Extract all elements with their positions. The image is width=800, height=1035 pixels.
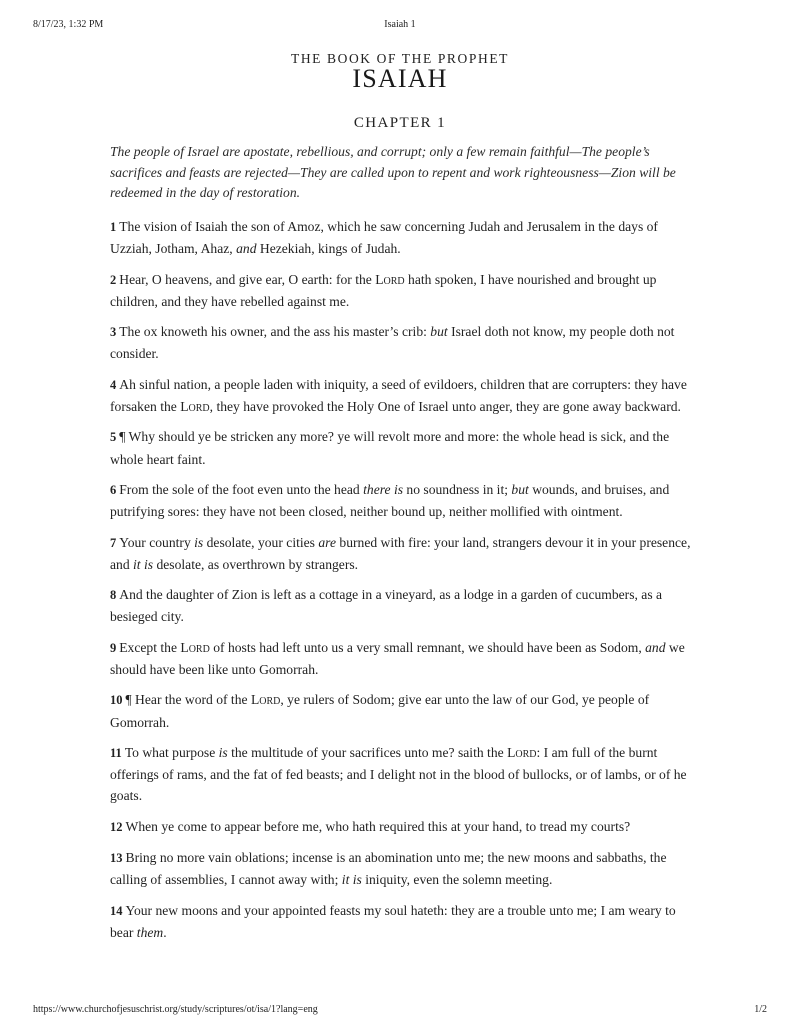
verse-text: Israel doth not know, my people doth not consider. xyxy=(110,324,675,362)
verse-text: iniquity, even the solemn meeting. xyxy=(361,872,553,888)
verse-text: ¶ Why should ye be stricken any more? ye will revolt more and more: the whole head is sick, and the whole heart faint. xyxy=(110,429,670,467)
verse-number: 8 xyxy=(110,588,117,603)
italic-text: and xyxy=(236,241,257,257)
italic-text: but xyxy=(511,481,529,497)
verse-text: of hosts had left unto us a very small remnant, we should have been as Sodom, xyxy=(209,639,646,655)
verse-14 xyxy=(110,900,694,943)
verse-text: Your country xyxy=(119,534,195,550)
verse-number: 7 xyxy=(110,535,117,550)
verse-text: desolate, as overthrown by strangers. xyxy=(153,556,359,572)
verse-number: 6 xyxy=(110,482,117,497)
verse-number: 1 xyxy=(110,220,117,234)
italic-text: is xyxy=(194,534,204,550)
verse-text: the multitude of your sacrifices unto me? saith the xyxy=(227,744,508,760)
verse-3 xyxy=(110,321,694,364)
verse-text: When ye come to appear before me, who hath required this at your hand, to tread my courts? xyxy=(125,818,631,834)
verse-text: From the sole of the foot even unto the head xyxy=(119,481,364,497)
verse-text: no soundness in it; xyxy=(403,481,512,497)
verse-text: ¶ Hear the word of the xyxy=(125,692,251,708)
verse-number: 5 xyxy=(110,430,117,445)
page-url: https://www.churchofjesuschrist.org/study/scriptures/ot/isa/1?lang=eng xyxy=(33,1004,318,1015)
verse-text: , they have provoked the Holy One of Israel unto anger, they are gone away backward. xyxy=(209,398,681,414)
italic-text: it is xyxy=(341,872,362,888)
verse-5 xyxy=(110,426,694,469)
verse-number: 3 xyxy=(110,325,117,340)
verse-text: : I am full of the burnt offerings of rams, and the fat of fed beasts; and I delight not in the blood of bullocks, or of lambs, or of he goats. xyxy=(110,744,687,804)
verse-text: Ah sinful nation, a people laden with iniquity, a seed of evildoers, children that are corrupters: they have forsaken the xyxy=(110,376,687,414)
verse-text: Hear, O heavens, and give ear, O earth: for the xyxy=(119,271,376,287)
small-caps-lord: Lord xyxy=(180,639,210,655)
verse-text: Except the xyxy=(119,639,181,655)
book-subtitle: THE BOOK OF THE PROPHET xyxy=(290,51,510,66)
verse-6 xyxy=(110,479,694,522)
verse-number: 14 xyxy=(110,903,123,918)
verse-text: Bring no more vain oblations; incense is an abomination unto me; the new moons and sabbaths, the calling of assemblies, I cannot away with; xyxy=(110,850,667,888)
chapter-summary: The people of Israel are apostate, rebellious, and corrupt; only a few remain faithful—The people’s sacrifices and feasts are rejected—They are called upon to repent and work righteousness—Zion will be redeemed in the day of restoration. xyxy=(110,144,676,201)
verse-number: 10 xyxy=(110,693,123,708)
italic-text: and xyxy=(645,639,666,655)
verse-list xyxy=(110,216,694,952)
verse-11 xyxy=(110,742,694,807)
verse-text: hath spoken, I have nourished and brought up children, and they have rebelled against me. xyxy=(110,271,657,309)
verse-number: 9 xyxy=(110,640,117,655)
print-footer xyxy=(33,1004,767,1018)
verse-number: 11 xyxy=(110,745,122,760)
italic-text: them xyxy=(136,924,164,940)
verse-text: Your new moons and your appointed feasts my soul hateth: they are a trouble unto me; I am weary to bear xyxy=(110,902,676,940)
italic-text: but xyxy=(430,324,448,340)
print-doc-title: Isaiah 1 xyxy=(384,19,416,30)
italic-text: is xyxy=(218,744,228,760)
verse-text: burned with fire: your land, strangers devour it in your presence, and xyxy=(110,534,691,572)
verse-7 xyxy=(110,532,694,575)
verse-1 xyxy=(110,216,694,259)
italic-text: it is xyxy=(133,556,154,572)
verse-8 xyxy=(110,584,694,627)
verse-text: Hezekiah, kings of Judah. xyxy=(256,241,401,257)
verse-2 xyxy=(110,269,694,312)
book-title: ISAIAH xyxy=(352,64,448,93)
verse-12 xyxy=(110,816,694,838)
verse-9 xyxy=(110,637,694,680)
verse-text: . xyxy=(163,924,167,940)
verse-text: wounds, and bruises, and putrifying sores: they have not been closed, neither bound up, neither mollified with ointment. xyxy=(110,481,670,520)
verse-text: we should have been like unto Gomorrah. xyxy=(110,639,685,677)
print-datetime: 8/17/23, 1:32 PM xyxy=(33,19,104,30)
small-caps-lord: Lord xyxy=(507,744,537,760)
verse-number: 13 xyxy=(110,851,123,866)
verse-number: 12 xyxy=(110,819,123,834)
italic-text: are xyxy=(318,534,336,550)
page-number: 1/2 xyxy=(754,1004,767,1015)
verse-text: The vision of Isaiah the son of Amoz, which he saw concerning Judah and Jerusalem in the days of Uzziah, Jotham, Ahaz, xyxy=(110,219,658,257)
verse-13 xyxy=(110,847,694,890)
small-caps-lord: Lord xyxy=(375,271,405,287)
verse-4 xyxy=(110,374,694,417)
chapter-title: CHAPTER 1 xyxy=(353,115,447,131)
print-header xyxy=(33,19,767,33)
verse-number: 4 xyxy=(110,377,117,392)
verse-number: 2 xyxy=(110,272,117,287)
small-caps-lord: Lord xyxy=(250,692,281,708)
verse-text: The ox knoweth his owner, and the ass his master’s crib: xyxy=(119,324,431,340)
italic-text: there is xyxy=(363,481,404,497)
verse-text: To what purpose xyxy=(124,744,219,760)
verse-text: , ye rulers of Sodom; give ear unto the law of our God, ye people of Gomorrah. xyxy=(110,692,650,730)
small-caps-lord: Lord xyxy=(180,398,210,414)
verse-text: desolate, your cities xyxy=(203,534,319,550)
verse-text: And the daughter of Zion is left as a cottage in a vineyard, as a lodge in a garden of cucumbers, as a besieged city. xyxy=(110,587,663,625)
verse-10 xyxy=(110,689,694,732)
